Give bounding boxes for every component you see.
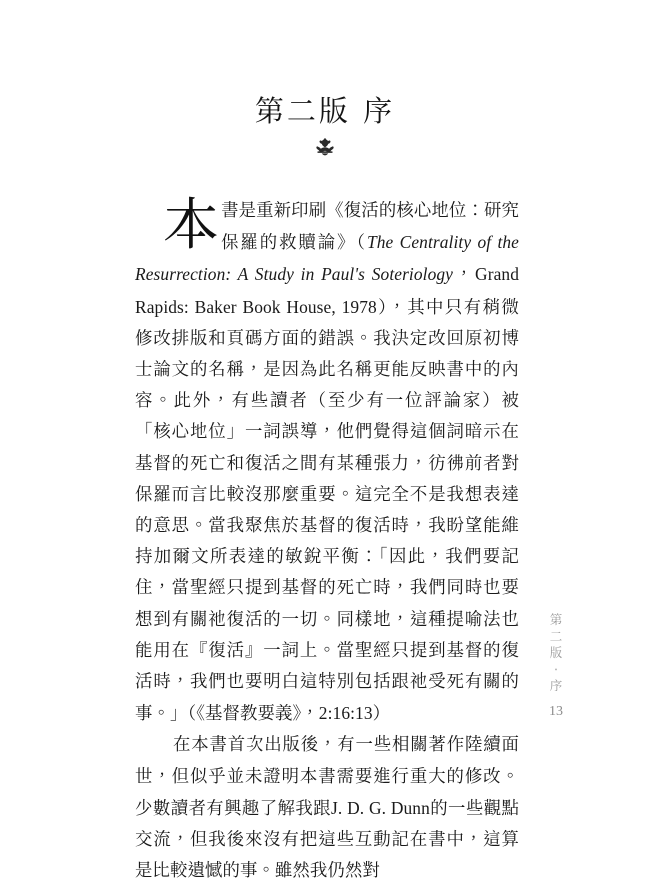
paragraph-1-publisher: Grand Rapids: Baker Book House, 1978	[135, 264, 519, 317]
page-number: 13	[549, 704, 563, 719]
running-head-char-4: ‧	[554, 661, 558, 677]
paragraph-2	[135, 730, 519, 887]
paragraph-2-author-name: J. D. G. Dunn	[331, 797, 430, 818]
body-text	[135, 193, 519, 887]
paragraph-1-title-italic: The Centrality of the Resurrection: A Study in Paul's Soteriology	[135, 232, 519, 285]
page-title: 第二版 序	[254, 94, 396, 128]
running-head-char-5: 序	[549, 678, 563, 693]
paragraph-1-run-5: ），其中只有稍微修改排版和頁碼方面的錯誤。我決定改回原初博士論文的名稱，是因為此名稱更能反映書中的內容。此外，有些讀者（至少有一位評論家）被「核心地位」一詞誤導，他們覺得這個詞暗示在基督的死亡和復活之間有某種張力，彷彿前者對保羅而言比較沒那麼重要。這完全不是我想表達的意思。當我聚焦於基督的復活時，我盼望能維持加爾文所表達的敏銳平衡：「因此，我們要記住，當聖經只提到基督的死亡時，我們同時也要想到有關祂復活的一切。同樣地，這種提喻法也能用在『復活』一詞上。當聖經只提到基督的復活時，我們也要明白這特別包括跟祂受死有關的事。」（《基督教要義》，	[135, 297, 519, 725]
running-head	[546, 612, 566, 695]
floral-lotus-ornament	[0, 133, 650, 159]
chapter-heading	[0, 92, 650, 130]
paragraph-1-run-1: 書是重新印刷《復活的核心地位：研究保羅的救贖論》（	[221, 201, 519, 254]
paragraph-1-run-7: ）	[372, 704, 391, 725]
running-head-char-3: 版	[549, 645, 563, 660]
paragraph-1-run-3: ，	[453, 265, 476, 286]
running-head-char-1: 第	[549, 612, 563, 627]
paragraph-2-run-1: 在本書首次出版後，有一些相關著作陸續面世，但似乎並未證明本書需要進行重大的修改。少數讀者有興趣了解我跟	[135, 735, 519, 819]
paragraph-2-run-3: 的一些觀點交流，但我後來沒有把這些互動記在書中，這算是比較遺憾的事。雖然我仍然對	[135, 798, 519, 882]
paragraph-1	[135, 193, 519, 730]
drop-cap: 本	[163, 193, 220, 258]
running-head-char-2: 二	[549, 628, 563, 644]
paragraph-1-citation-ref: 2:16:13	[318, 703, 373, 724]
